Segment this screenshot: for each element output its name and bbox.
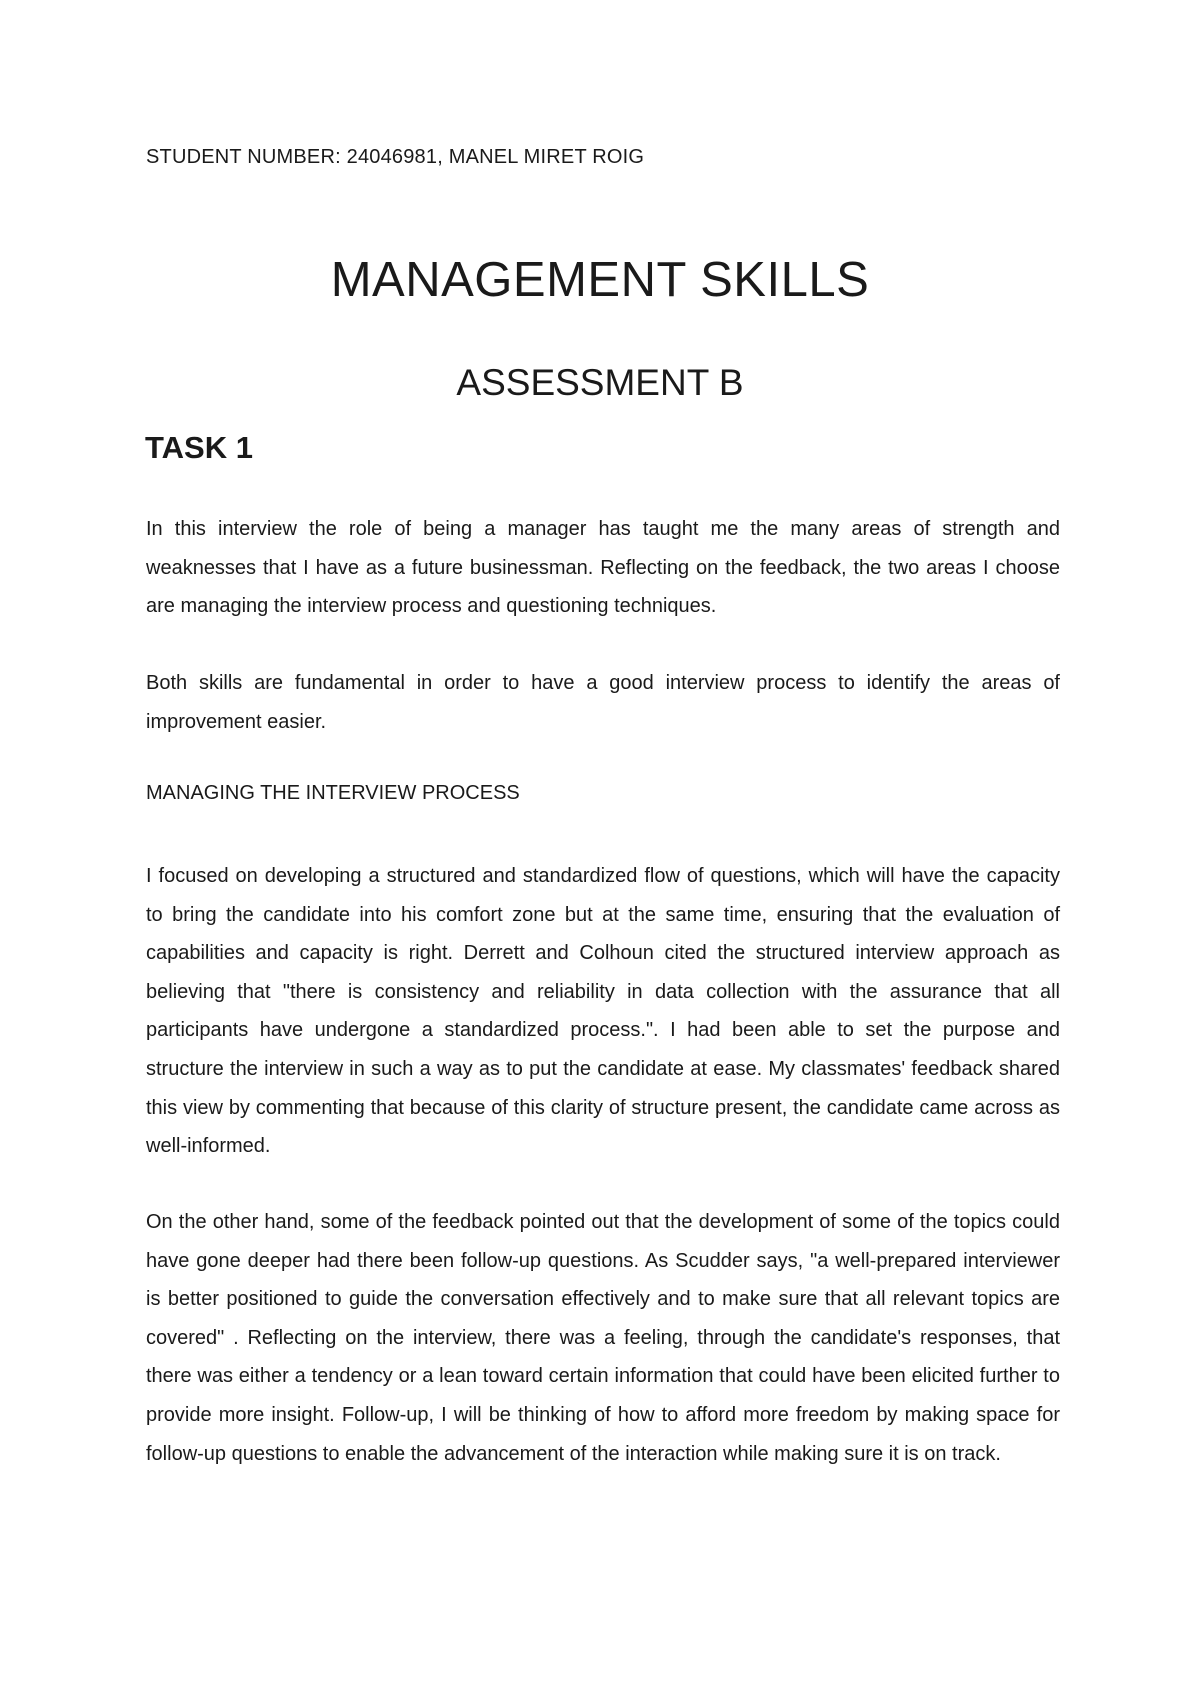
skills-paragraph: Both skills are fundamental in order to have a good interview process to identify the areas of improvement easier. <box>146 672 1060 733</box>
structured-flow-paragraph: I focused on developing a structured and standardized flow of questions, which will have the capacity to bring the candidate into his comfort zone but at the same time, ensuring that the evaluation of capabilities and capacity is right. Derrett and Colhoun cited the structured interview approach as believing that "there is consistency and reliability in data collection with the assurance that all participants have undergone a standardized process.". I had been able to set the purpose and structure the interview in such a way as to put the candidate at ease. My classmates' feedback shared this view by commenting that because of this clarity of structure present, the candidate came across as well-informed. <box>146 865 1060 1158</box>
section-heading-managing-interview: MANAGING THE INTERVIEW PROCESS <box>146 782 520 804</box>
assessment-subtitle: ASSESSMENT B <box>456 362 744 403</box>
task-heading: TASK 1 <box>145 430 253 465</box>
feedback-paragraph: On the other hand, some of the feedback pointed out that the development of some of the topics could have gone deeper had there been follow-up questions. As Scudder says, "a well-prepared interviewer is better positioned to guide the conversation effectively and to make sure that all relevant topics are covered" . Reflecting on the interview, there was a feeling, through the candidate's responses, that there was either a tendency or a lean toward certain information that could have been elicited further to provide more insight. Follow-up, I will be thinking of how to afford more freedom by making space for follow-up questions to enable the advancement of the interaction while making sure it is on track. <box>146 1211 1060 1465</box>
student-number-line: STUDENT NUMBER: 24046981, MANEL MIRET ROIG <box>146 146 645 168</box>
intro-paragraph: In this interview the role of being a manager has taught me the many areas of strength and weaknesses that I have as a future businessman. Reflecting on the feedback, the two areas I choose are managing the interview process and questioning techniques. <box>146 518 1060 618</box>
page-title: MANAGEMENT SKILLS <box>330 253 870 307</box>
